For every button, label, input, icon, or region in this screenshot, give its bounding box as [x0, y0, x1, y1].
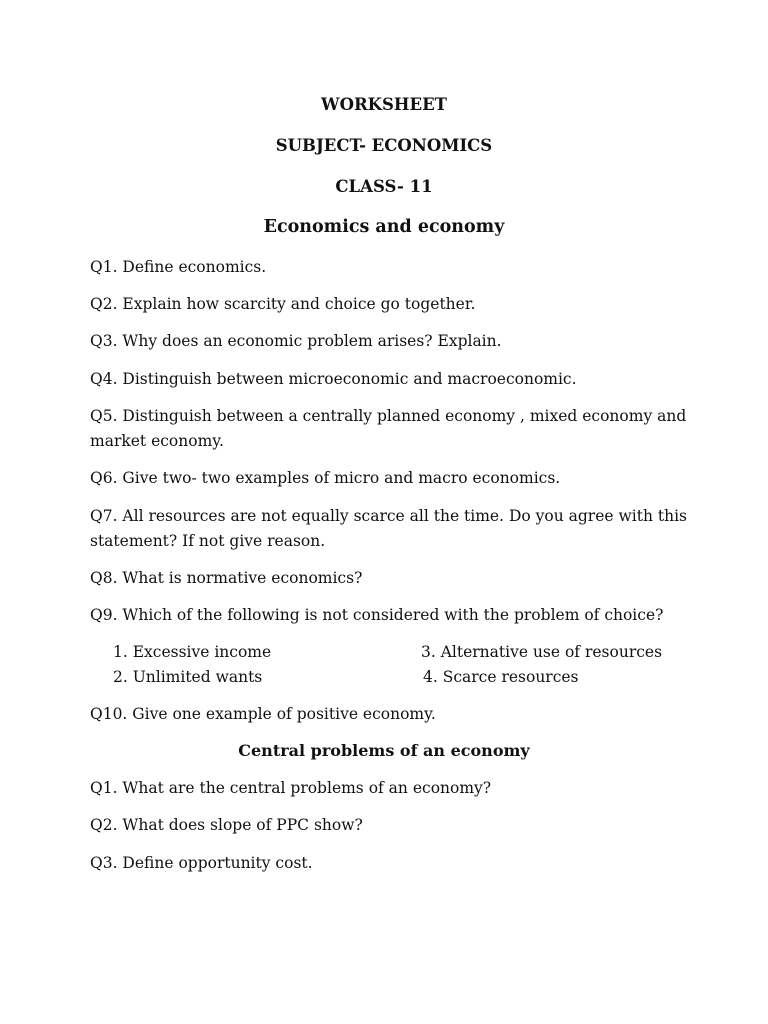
question-7-line-1: Q7. All resources are not equally scarce all the time. Do you agree with this — [90, 507, 687, 525]
subject-line: SUBJECT- ECONOMICS — [275, 136, 493, 155]
central-question-1: Q1. What are the central problems of an economy? — [90, 779, 492, 797]
worksheet-title: WORKSHEET — [321, 95, 447, 114]
question-8: Q8. What is normative economics? — [90, 569, 363, 587]
section-heading-economics: Economics and economy — [263, 217, 505, 237]
section-heading-central-problems: Central problems of an economy — [238, 741, 530, 760]
central-question-2: Q2. What does slope of PPC show? — [90, 816, 363, 834]
q9-option-2: 2. Unlimited wants — [113, 668, 263, 686]
question-9: Q9. Which of the following is not considered with the problem of choice? — [90, 606, 664, 624]
q9-option-4: 4. Scarce resources — [423, 668, 579, 686]
question-7-line-2: statement? If not give reason. — [90, 532, 326, 550]
central-question-3: Q3. Define opportunity cost. — [90, 854, 313, 872]
question-5-line-1: Q5. Distinguish between a centrally planned economy , mixed economy and — [90, 407, 687, 425]
question-3: Q3. Why does an economic problem arises? Explain. — [90, 332, 502, 350]
q9-option-1: 1. Excessive income — [113, 643, 272, 661]
q9-option-3: 3. Alternative use of resources — [421, 643, 663, 661]
question-2: Q2. Explain how scarcity and choice go together. — [90, 295, 476, 313]
class-line: CLASS- 11 — [335, 177, 433, 196]
question-4: Q4. Distinguish between microeconomic and macroeconomic. — [90, 370, 577, 388]
question-10: Q10. Give one example of positive economy. — [90, 705, 436, 723]
question-1: Q1. Define economics. — [90, 258, 267, 276]
question-5-line-2: market economy. — [90, 432, 224, 450]
question-6: Q6. Give two- two examples of micro and macro economics. — [90, 469, 561, 487]
